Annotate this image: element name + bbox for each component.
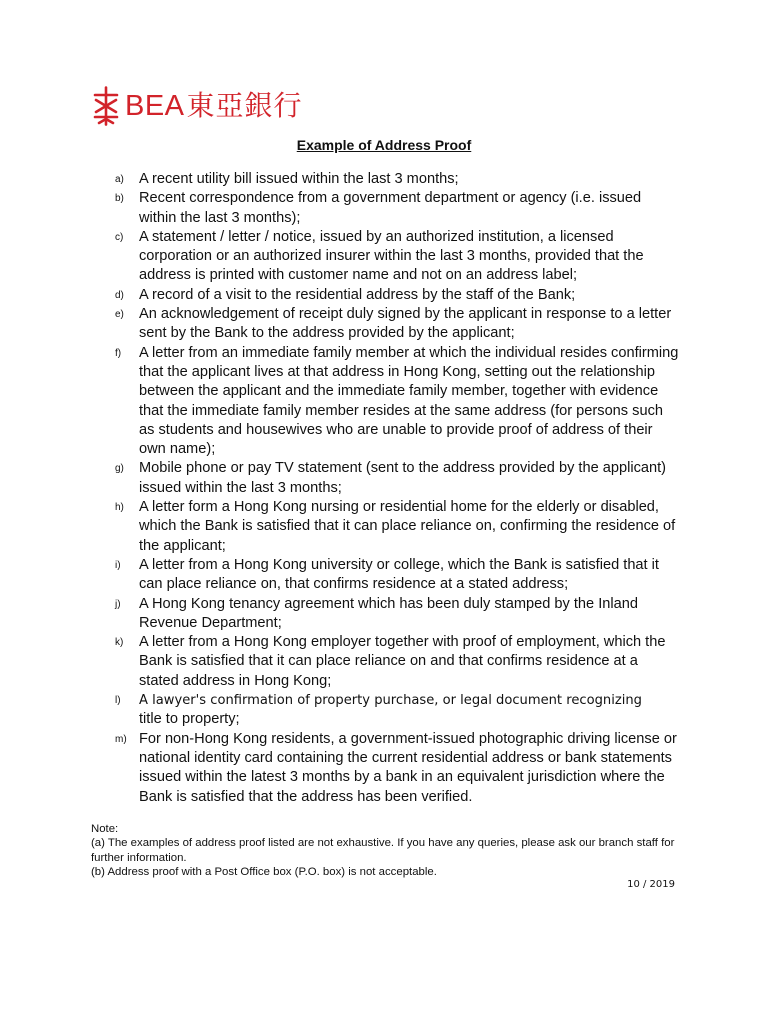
bea-logo: [91, 86, 303, 126]
list-item-text: Recent correspondence from a government department or agency (i.e. issued within the last 3 months);: [139, 190, 642, 226]
list-marker: i): [115, 559, 121, 571]
list-item-text: An acknowledgement of receipt duly signed by the applicant in response to a letter sent by the Bank to the address provided by the applicant;: [139, 306, 672, 342]
list-item-text-line: title to property;: [139, 711, 240, 728]
logo-chinese-text: 東亞銀行: [186, 89, 303, 122]
list-marker: h): [115, 502, 124, 514]
list-item: [115, 595, 680, 634]
list-item-text: [139, 691, 680, 730]
list-item: [115, 170, 680, 189]
list-item: [115, 498, 680, 556]
list-item-text: A statement / letter / notice, issued by an authorized institution, a licensed corporation or an authorized insurer within the last 3 months, provided that the address is printed with customer name and not on an address label;: [139, 228, 644, 284]
note-a: (a) The examples of address proof listed are not exhaustive. If you have any queries, please ask our branch staff for further information.: [91, 837, 675, 864]
list-item: [115, 730, 680, 807]
list-item-text: A letter from a Hong Kong university or college, which the Bank is satisfied that it can place reliance on, that confirms residence at a stated address;: [139, 556, 659, 593]
list-item-text: A record of a visit to the residential address by the staff of the Bank;: [139, 286, 576, 303]
list-marker: j): [115, 598, 121, 610]
list-item: [115, 228, 680, 286]
list-item-text: Mobile phone or pay TV statement (sent to the address provided by the applicant) issued within the last 3 months;: [139, 460, 667, 496]
list-item: [115, 691, 680, 730]
page-title: Example of Address Proof: [296, 137, 472, 153]
list-item-text: A letter form a Hong Kong nursing or residential home for the elderly or disabled, which the Bank is satisfied that it can place reliance on, confirming the residence of the applicant;: [139, 499, 676, 554]
list-item: [115, 189, 680, 228]
list-item-text: A letter from an immediate family member at which the individual resides confirming that the applicant lives at that address in Hong Kong, setting out the relationship between the applicant and the immediate family member, together with evidence that the immediate family member resides at the same address (for persons such as students and housewives who are unable to provide proof of address of their own name);: [139, 344, 679, 458]
document-date: 10 / 2019: [627, 879, 675, 890]
list-item: [115, 556, 680, 595]
note-b: (b) Address proof with a Post Office box (P.O. box) is not acceptable.: [91, 865, 437, 878]
list-marker: a): [115, 174, 124, 185]
bea-emblem-icon: [91, 86, 121, 126]
list-item: [115, 286, 680, 305]
logo-text: BEA: [125, 89, 185, 122]
list-marker: f): [115, 347, 122, 359]
list-marker: d): [115, 289, 124, 301]
list-item-text: A Hong Kong tenancy agreement which has been duly stamped by the Inland Revenue Department;: [139, 595, 638, 631]
address-proof-list: [115, 170, 680, 807]
list-item: [115, 305, 680, 344]
list-item-text: A recent utility bill issued within the last 3 months;: [139, 171, 459, 187]
note-section: [91, 822, 691, 879]
list-marker: m): [115, 733, 127, 745]
list-marker: g): [115, 463, 124, 475]
list-marker: k): [115, 637, 124, 649]
list-marker: e): [115, 309, 124, 321]
note-heading: Note:: [91, 823, 119, 835]
list-item: [115, 633, 680, 691]
list-marker: c): [115, 231, 124, 243]
list-item-text-line: A lawyer's confirmation of property purchase, or legal document recognizing: [139, 693, 642, 709]
list-marker: b): [115, 193, 124, 205]
list-item: [115, 459, 680, 498]
list-marker: l): [115, 695, 121, 707]
list-item: [115, 344, 680, 460]
list-item-text: A letter from a Hong Kong employer together with proof of employment, which the Bank is satisfied that it can place reliance on and that confirms residence at a stated address in Hong Kong;: [139, 634, 666, 689]
list-item-text: For non-Hong Kong residents, a government-issued photographic driving license or national identity card containing the current residential address or bank statements issued within the latest 3 months by a bank in an equivalent jurisdiction where the Bank is satisfied that the address has been verified.: [139, 730, 677, 805]
